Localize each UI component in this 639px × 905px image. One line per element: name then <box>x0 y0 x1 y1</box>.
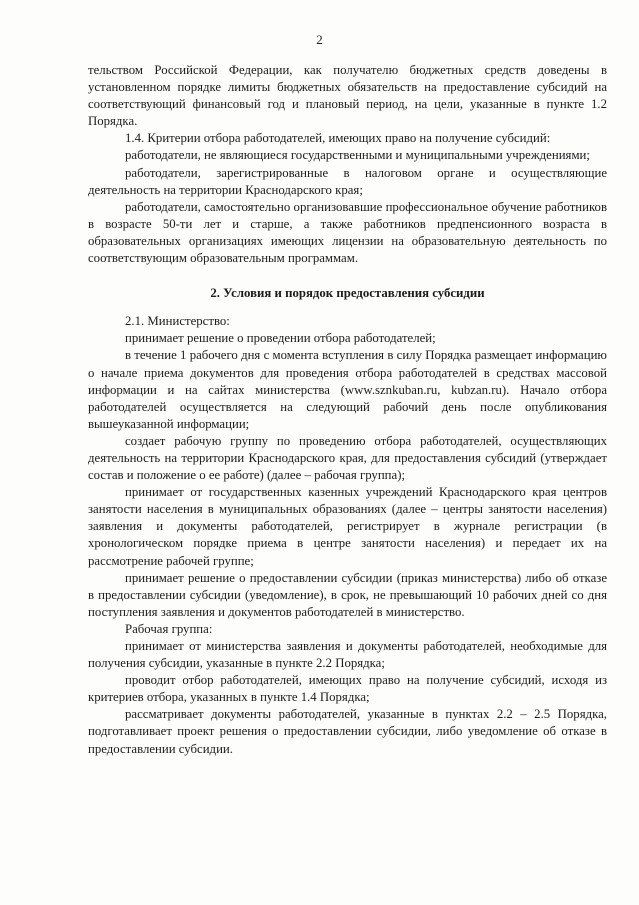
paragraph: 2.1. Министерство: <box>125 314 230 329</box>
paragraph: создает рабочую группу по проведению отбора работодателей, осуществляющих деятельность на территории Краснодарского края, для предоставления субсидий (утверждает состав и положение о ее работе) (далее – рабочая группа); <box>88 433 607 483</box>
paragraph: принимает решение о проведении отбора работодателей; <box>125 331 436 346</box>
paragraph: проводит отбор работодателей, имеющих право на получение субсидий, исходя из критериев отбора, указанных в пункте 1.4 Порядка; <box>88 673 607 705</box>
paragraph: Рабочая группа: <box>125 621 213 636</box>
paragraph: принимает от государственных казенных учреждений Краснодарского края центров занятости населения в муниципальных образованиях (далее – центры занятости населения) заявления и документы работодателей, регистрирует в журнале регистрации (в хронологическом порядке приема в центре занятости населения) и передает их на рассмотрение рабочей группе; <box>88 485 607 568</box>
paragraph: работодатели, самостоятельно организовавшие профессиональное обучение работников в возрасте 50-ти лет и старше, а также работников предпенсионного возраста в образовательных организациях имеющих лицензии на образовательную деятельность по соответствующим образовательным программам. <box>88 199 607 266</box>
paragraph: в течение 1 рабочего дня с момента вступления в силу Порядка размещает информацию о начале приема документов для проведения отбора работодателей в средствах массовой информации и на сайтах министерства (www.sznkuban.ru, kubzan.ru). Начало отбора работодателей осуществляется на следующий рабочий день после опубликования вышеуказанной информации; <box>88 348 607 431</box>
document-body <box>88 62 607 758</box>
paragraph: 1.4. Критерии отбора работодателей, имеющих право на получение субсидий: <box>125 131 551 146</box>
criteria-section <box>88 62 607 267</box>
paragraph: работодатели, зарегистрированные в налоговом органе и осуществляющие деятельность на территории Краснодарского края; <box>88 165 607 197</box>
conditions-section <box>88 313 607 757</box>
page-number: 2 <box>316 32 323 47</box>
paragraph: работодатели, не являющиеся государственными и муниципальными учреждениями; <box>125 148 590 163</box>
paragraph: принимает от министерства заявления и документы работодателей, необходимые для получения субсидии, указанные в пункте 2.2 Порядка; <box>88 639 607 671</box>
section-title: 2. Условия и порядок предоставления субсидии <box>210 286 485 301</box>
paragraph: тельством Российской Федерации, как получателю бюджетных средств доведены в установленном порядке лимиты бюджетных обязательств на предоставление субсидий на соответствующий финансовый год и плановый период, на цели, указанные в пункте 1.2 Порядка. <box>88 63 607 129</box>
paragraph: принимает решение о предоставлении субсидии (приказ министерства) либо об отказе в предоставлении субсидии (уведомление), в срок, не превышающий 10 рабочих дней со дня поступления заявления и документов работодателей в министерство. <box>88 570 607 619</box>
paragraph: рассматривает документы работодателей, указанные в пунктах 2.2 – 2.5 Порядка, подготавливает проект решения о предоставлении субсидии, либо уведомление об отказе в предоставлении субсидии. <box>88 707 607 756</box>
